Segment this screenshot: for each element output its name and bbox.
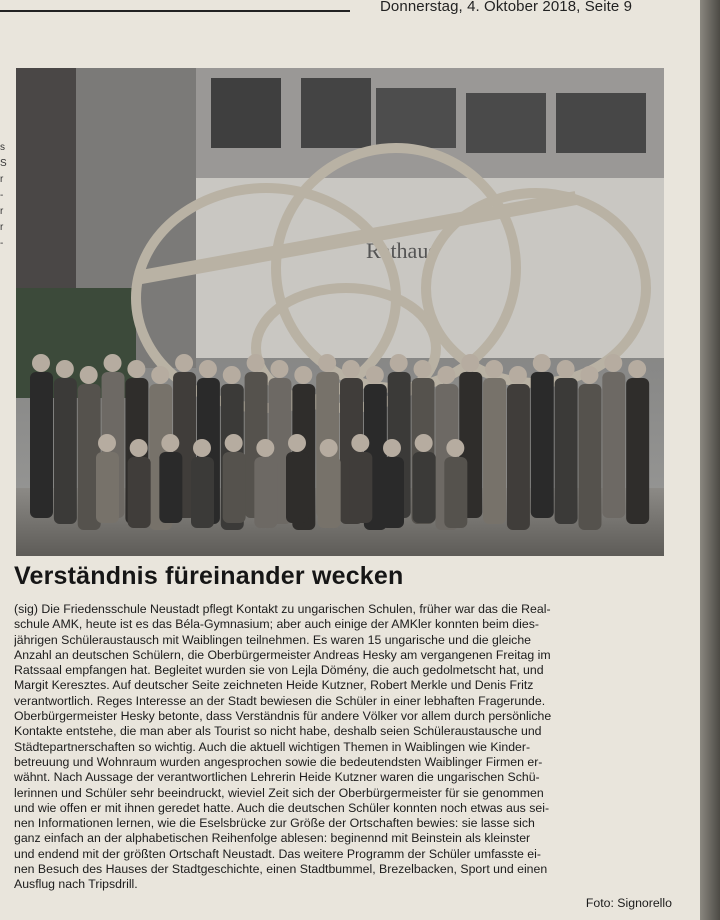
article-line: jährigen Schüleraustausch mit Waiblingen teilnehmen. Es waren 15 ungarische und die gleiche <box>14 632 532 647</box>
article-line: nen Informationen lernen, wie die Eselsbrücke zur Größe der Ortschaften bewies: sie lasse sich <box>14 816 535 831</box>
gutter-letter: S <box>0 158 7 169</box>
photo-credit: Foto: Signorello <box>585 896 672 910</box>
gutter-letter: r <box>0 222 4 233</box>
article-line: Ausflug nach Tripsdrill. <box>14 877 138 892</box>
article-line: ganz einfach an der alphabetischen Reihenfolge ablesen: beginennd mit Beinstein als kleinster <box>14 831 531 846</box>
article-line: und wie offen er mit ihnen geredet hatte. Auch die deutschen Schüler konnten noch etwas aus sei- <box>14 800 550 815</box>
gutter-letter: - <box>0 190 4 201</box>
page-header: Donnerstag, 4. Oktober 2018, Seite 9 <box>380 0 633 15</box>
group-photo-drawing <box>16 68 664 556</box>
article-line: (sig) Die Friedensschule Neustadt pflegt Kontakt zu ungarischen Schulen, früher war das die Real- <box>14 602 551 616</box>
article-line: wähnt. Nach Aussage der verantwortlichen Lehrerin Heide Kutzner waren die ungarischen Schü- <box>14 770 540 785</box>
person <box>626 360 649 524</box>
gutter-letter: - <box>0 238 4 249</box>
header-rule <box>0 10 350 12</box>
rathaus-sign: Rathaus <box>366 238 437 263</box>
page-edge-shadow <box>700 0 720 920</box>
person <box>578 366 601 530</box>
article-headline: Verständnis füreinander wecken <box>14 562 404 590</box>
person <box>483 360 506 524</box>
article-line: Städtepartnerschaften so wichtig. Auch die aktuell wichtigen Themen in Waiblingen wie Kinder- <box>14 739 531 754</box>
article-line: nen Besuch des Hauses der Stadtgeschichte, einen Stadtbummel, Brezelbacken, Sport und einen <box>14 862 548 877</box>
article-line: Ratssaal empfangen hat. Begleitet wurden sie von Lejla Dömény, die auch gedolmetscht hat, und <box>14 663 544 678</box>
article-line: lerinnen und Schüler sehr beeindruckt, wieviel Zeit sich der Oberbürgermeister für sie genommen <box>14 785 544 800</box>
article-line: betreuung und Wohnraum wurden angesprochen sowie die bedeutendsten Waiblinger Firmen er- <box>14 754 543 769</box>
article-line: Kontakte entstehe, die man aber als Tourist so nicht habe, deshalb seien Schüleraustausche und <box>14 724 542 739</box>
person <box>507 366 530 530</box>
article-line: Margit Keresztes. Auf deutscher Seite zeichneten Heide Kutzner, Robert Merkle und Denis Fritz <box>14 678 534 693</box>
person <box>54 360 77 524</box>
group-photo <box>16 68 664 556</box>
person <box>531 354 554 518</box>
article-body <box>14 602 674 893</box>
person <box>555 360 578 524</box>
gutter-letter: r <box>0 206 4 217</box>
article-line: Anzahl an deutschen Schülern, die Oberbürgermeister Andreas Hesky am vergangenen Freitag im <box>14 647 551 662</box>
adjacent-column-fragment <box>0 140 14 252</box>
article-line: Oberbürgermeister Hesky betonte, dass Verständnis für andere Völker vor allem durch persönliche <box>14 709 552 724</box>
article-line: und endend mit der größten Ortschaft Neustadt. Das weitere Programm der Schüler umfasste ei- <box>14 846 541 861</box>
article-line: verantwortlich. Reges Interesse an der Stadt bewiesen die Schüler in einer lebhaften Fragerunde. <box>14 693 546 708</box>
gutter-letter: s <box>0 142 5 153</box>
person <box>602 354 625 518</box>
article-line: schule AMK, heute ist es das Béla-Gymnasium; aber auch einige der AMKler konnten beim dies- <box>14 617 539 632</box>
person <box>30 354 53 518</box>
gutter-letter: r <box>0 174 4 185</box>
